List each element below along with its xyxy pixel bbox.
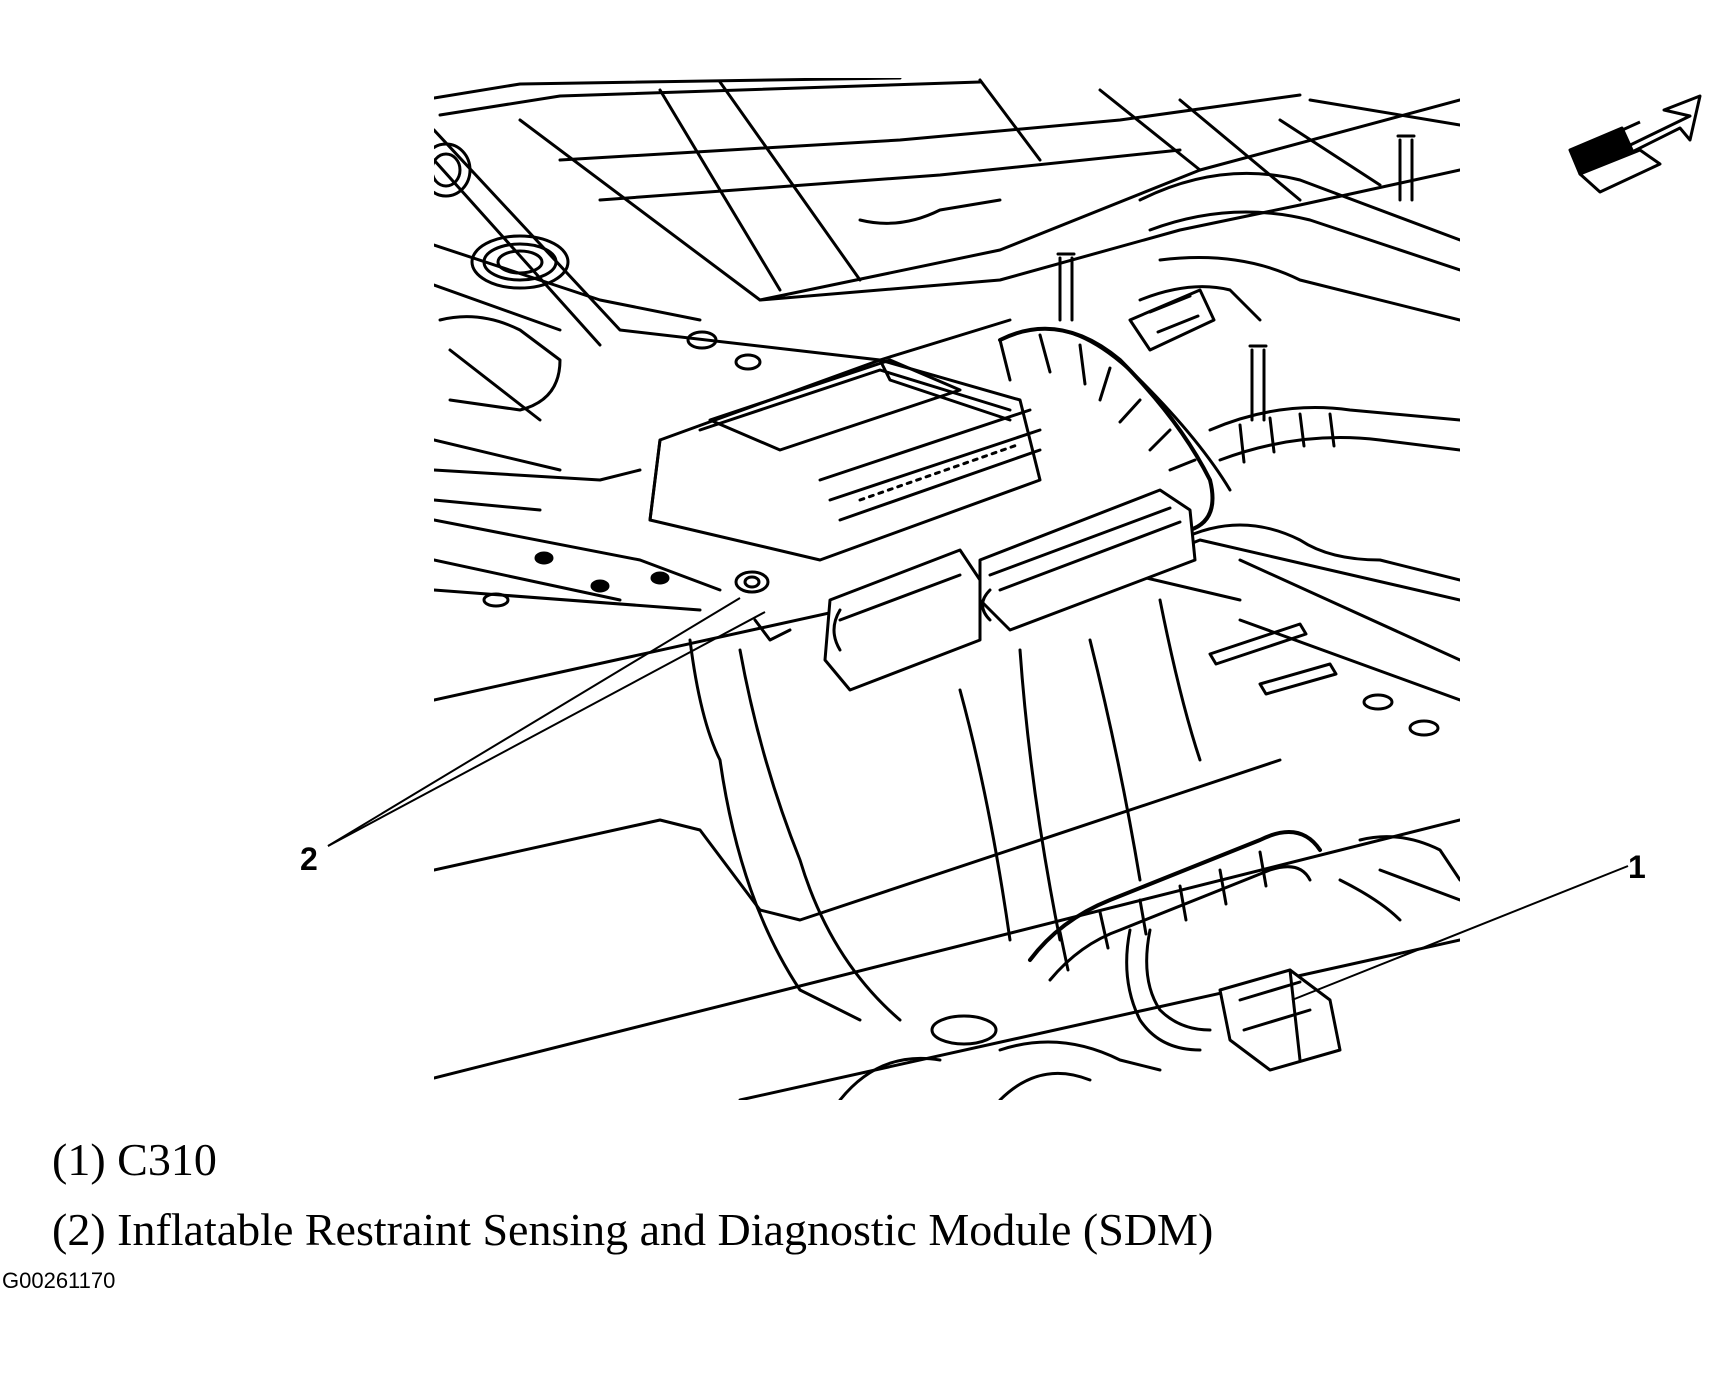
vehicle-floor-drawing bbox=[422, 78, 1460, 1100]
forward-arrow-icon bbox=[1570, 96, 1700, 192]
legend-item-sdm: (2) Inflatable Restraint Sensing and Diagnostic Module (SDM) bbox=[52, 1204, 1214, 1255]
callout-1: 1 bbox=[1628, 849, 1646, 885]
figure-id: G00261170 bbox=[2, 1268, 116, 1293]
legend-item-c310: (1) C310 bbox=[52, 1134, 217, 1185]
callout-2: 2 bbox=[300, 841, 318, 877]
